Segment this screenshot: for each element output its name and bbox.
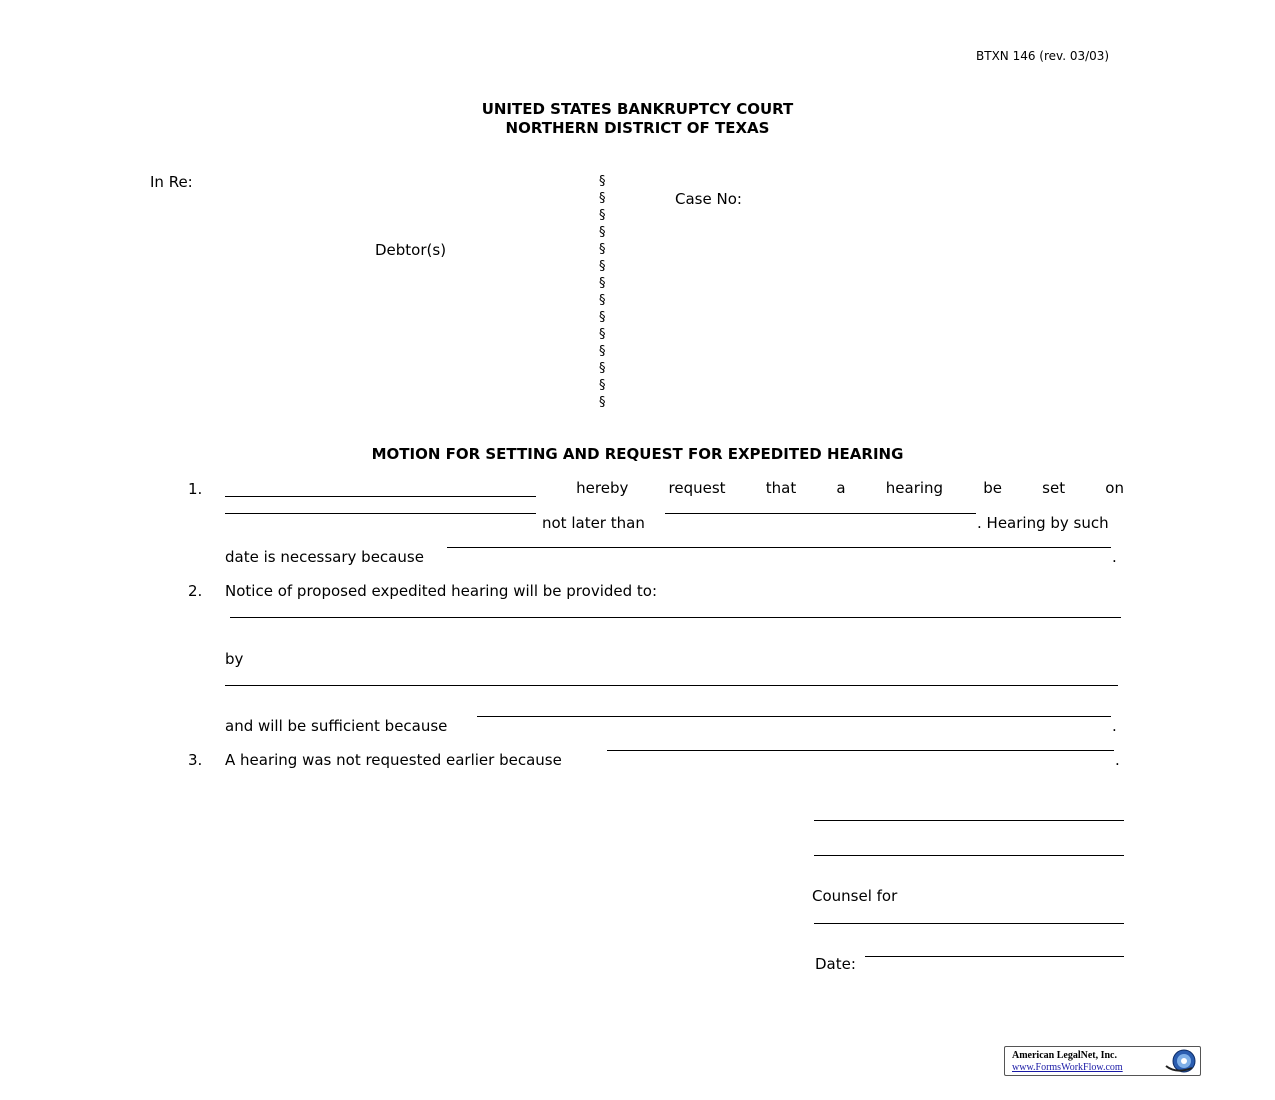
word: a: [836, 479, 846, 497]
sufficiency-reason-blank[interactable]: [477, 716, 1111, 717]
motion-title: MOTION FOR SETTING AND REQUEST FOR EXPEDITED HEARING: [371, 445, 904, 463]
section-mark: §: [599, 242, 606, 257]
hearing-matter-blank[interactable]: [225, 513, 536, 514]
notice-recipients-blank[interactable]: [230, 617, 1121, 618]
delay-reason-blank[interactable]: [607, 750, 1114, 751]
in-re-label: In Re:: [150, 173, 193, 191]
court-district: NORTHERN DISTRICT OF TEXAS: [505, 119, 770, 137]
counsel-party-line[interactable]: [814, 923, 1124, 924]
period: .: [1115, 751, 1120, 769]
section-mark: §: [599, 259, 606, 274]
section-mark: §: [599, 327, 606, 342]
court-name: UNITED STATES BANKRUPTCY COURT: [481, 100, 794, 118]
section-mark: §: [599, 208, 606, 223]
globe-icon: [1162, 1048, 1198, 1074]
notice-text: Notice of proposed expedited hearing will be provided to:: [225, 582, 658, 600]
item-number-3: 3.: [188, 751, 203, 769]
section-mark: §: [599, 310, 606, 325]
word: that: [765, 479, 797, 497]
hearing-by-such-text: . Hearing by such: [977, 514, 1109, 532]
word: hereby: [576, 479, 629, 497]
section-mark: §: [599, 174, 606, 189]
counsel-for-label: Counsel for: [812, 887, 898, 905]
notice-method-blank[interactable]: [225, 685, 1118, 686]
deadline-date-blank[interactable]: [665, 513, 976, 514]
section-mark: §: [599, 395, 606, 410]
section-mark: §: [599, 191, 606, 206]
movant-blank[interactable]: [225, 482, 536, 497]
logo-company-name: American LegalNet, Inc.: [1012, 1050, 1117, 1061]
word: hearing: [885, 479, 944, 497]
case-no-label: Case No:: [675, 190, 742, 208]
american-legalnet-logo: [1004, 1046, 1201, 1076]
date-line[interactable]: [865, 956, 1124, 957]
section-mark: §: [599, 293, 606, 308]
item-number-1: 1.: [188, 480, 203, 498]
word: be: [983, 479, 1002, 497]
by-text: by: [225, 650, 244, 668]
debtors-label: Debtor(s): [375, 241, 447, 259]
section-mark: §: [599, 225, 606, 240]
item-1-line-1: [225, 479, 1124, 497]
item-number-2: 2.: [188, 582, 203, 600]
word: set: [1042, 479, 1066, 497]
section-mark: §: [599, 361, 606, 376]
word: request: [668, 479, 726, 497]
necessity-reason-blank[interactable]: [447, 547, 1111, 548]
period: .: [1112, 548, 1117, 566]
not-later-than-text: not later than: [542, 514, 645, 532]
section-mark: §: [599, 344, 606, 359]
form-id: BTXN 146 (rev. 03/03): [976, 49, 1110, 63]
date-necessary-text: date is necessary because: [225, 548, 424, 566]
section-mark: §: [599, 378, 606, 393]
not-requested-text: A hearing was not requested earlier because: [225, 751, 562, 769]
date-label: Date:: [815, 955, 856, 973]
printed-name-line[interactable]: [814, 855, 1124, 856]
word: on: [1105, 479, 1124, 497]
logo-url[interactable]: www.FormsWorkFlow.com: [1012, 1062, 1123, 1073]
sufficient-because-text: and will be sufficient because: [225, 717, 448, 735]
signature-line[interactable]: [814, 820, 1124, 821]
section-mark: §: [599, 276, 606, 291]
period: .: [1112, 717, 1117, 735]
